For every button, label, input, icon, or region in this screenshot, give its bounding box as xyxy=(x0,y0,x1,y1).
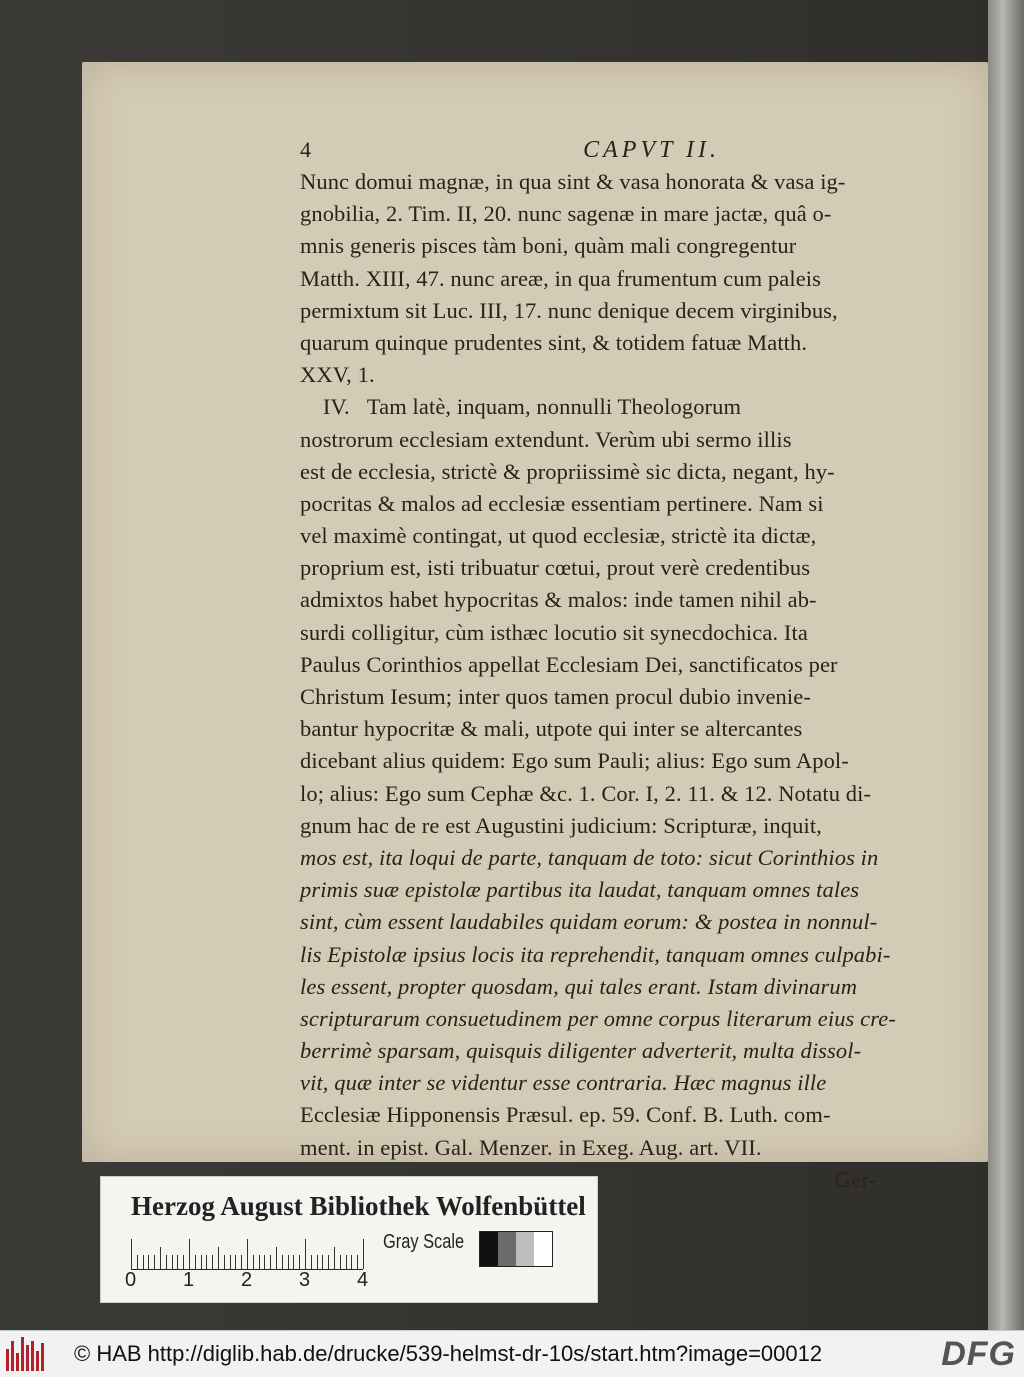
ruler-tick xyxy=(183,1255,184,1269)
text-line: mos est, ita loqui de parte, tanquam de toto: sicut Corinthios in xyxy=(300,844,879,870)
ruler-tick xyxy=(322,1255,323,1269)
hab-logo-bar xyxy=(11,1341,14,1371)
page-number: 4 xyxy=(300,137,312,162)
ruler-tick xyxy=(317,1255,318,1269)
hab-logo-bar xyxy=(16,1353,19,1371)
ruler-tick xyxy=(195,1255,196,1269)
ruler-tick xyxy=(154,1255,155,1269)
ruler-tick xyxy=(282,1255,283,1269)
ruler-tick xyxy=(357,1255,358,1269)
ruler-tick xyxy=(224,1255,225,1269)
text-line: XXV, 1. xyxy=(300,362,375,388)
ruler-number: 4 xyxy=(357,1269,369,1291)
ruler-tick xyxy=(131,1239,132,1269)
ruler-tick xyxy=(160,1247,161,1269)
hab-logo-bar xyxy=(26,1345,29,1371)
text-line: scripturarum consuetudinem per omne corpus literarum eius cre- xyxy=(300,1005,896,1031)
hab-logo-bar xyxy=(41,1343,44,1371)
ruler xyxy=(131,1239,363,1270)
ruler-tick xyxy=(166,1255,167,1269)
text-line: sint, cùm essent laudabiles quidam eorum: & postea in nonnul- xyxy=(300,909,878,935)
text-line: Nunc domui magnæ, in qua sint & vasa honorata & vasa ig- xyxy=(300,169,846,194)
text-line: surdi colligitur, cùm isthæc locutio sit synecdochica. Ita xyxy=(300,619,808,645)
copyright-url[interactable]: © HAB http://diglib.hab.de/drucke/539-helmst-dr-10s/start.htm?image=00012 xyxy=(74,1341,823,1366)
ruler-tick xyxy=(311,1255,312,1269)
text-line: dicebant alius quidem: Ego sum Pauli; alius: Ego sum Apol- xyxy=(300,748,849,774)
gray-swatch xyxy=(498,1232,516,1266)
gray-scale-swatches xyxy=(479,1231,553,1267)
page-header xyxy=(300,134,720,166)
ruler-tick xyxy=(351,1255,352,1269)
ruler-number: 0 xyxy=(125,1269,137,1291)
ruler-tick xyxy=(230,1255,231,1269)
text-line: permixtum sit Luc. III, 17. nunc denique decem virginibus, xyxy=(300,297,838,323)
text-line: lo; alius: Ego sum Cephæ &c. 1. Cor. I, 2. 11. & 12. Notatu di- xyxy=(300,780,872,806)
ruler-tick xyxy=(235,1255,236,1269)
text-line: Christum Iesum; inter quos tamen procul dubio invenie- xyxy=(300,684,811,709)
hab-logo-bar xyxy=(36,1351,39,1371)
text-line: berrimè sparsam, quisquis diligenter adverterit, multa dissol- xyxy=(300,1038,862,1064)
text-lines xyxy=(300,166,906,1164)
text-line: lis Epistolæ ipsius locis ita reprehendit, tanquam omnes culpabi- xyxy=(300,941,891,967)
ruler-tick xyxy=(363,1239,364,1269)
ruler-tick xyxy=(253,1255,254,1269)
ruler-number: 2 xyxy=(241,1269,253,1291)
text-line: est de ecclesia, strictè & propriissimè sic dicta, negant, hy- xyxy=(300,458,835,484)
page-text-block xyxy=(300,134,906,1196)
gray-swatch xyxy=(516,1232,534,1266)
hab-logo-bar xyxy=(21,1337,24,1371)
ruler-number: 1 xyxy=(183,1269,195,1291)
ruler-tick xyxy=(328,1255,329,1269)
scan-edge-strip xyxy=(988,0,1024,1330)
gray-swatch xyxy=(534,1232,552,1266)
text-line: Paulus Corinthios appellat Ecclesiam Dei, sanctificatos per xyxy=(300,651,838,677)
ruler-tick xyxy=(346,1255,347,1269)
ruler-tick xyxy=(212,1255,213,1269)
dfg-logo: DFG xyxy=(941,1335,1016,1373)
ruler-tick xyxy=(148,1255,149,1269)
footer-bar xyxy=(0,1330,1024,1377)
text-line: primis suæ epistolæ partibus ita laudat, tanquam omnes tales xyxy=(300,877,860,903)
ruler-tick xyxy=(177,1255,178,1269)
hab-logo-icon xyxy=(6,1337,46,1371)
ruler-tick xyxy=(206,1255,207,1269)
text-line: proprium est, isti tribuatur cœtui, prout verè credentibus xyxy=(300,555,811,581)
ruler-tick xyxy=(259,1255,260,1269)
gray-swatch xyxy=(480,1232,498,1266)
ruler-tick xyxy=(201,1255,202,1269)
hab-color-label xyxy=(100,1176,598,1303)
text-line: vel maximè contingat, ut quod ecclesiæ, strictè ita dictæ, xyxy=(300,523,817,549)
ruler-tick xyxy=(218,1247,219,1269)
hab-logo-bar xyxy=(6,1349,9,1371)
hab-logo-bar xyxy=(31,1341,34,1371)
catchword: Ger- xyxy=(834,1166,876,1192)
ruler-tick xyxy=(340,1255,341,1269)
text-line: les essent, propter quosdam, qui tales erant. Istam divinarum xyxy=(300,973,858,999)
ruler-tick xyxy=(288,1255,289,1269)
ruler-tick xyxy=(299,1255,300,1269)
ruler-tick xyxy=(172,1255,173,1269)
ruler-number: 3 xyxy=(299,1269,311,1291)
ruler-tick xyxy=(247,1239,248,1269)
ruler-tick xyxy=(276,1247,277,1269)
hab-label-title: Herzog August Bibliothek Wolfenbüttel xyxy=(131,1191,586,1221)
ruler-tick xyxy=(264,1255,265,1269)
text-line: ment. in epist. Gal. Menzer. in Exeg. Aug. art. VII. xyxy=(300,1134,762,1160)
ruler-tick xyxy=(293,1255,294,1269)
gray-scale-label: Gray Scale xyxy=(383,1231,465,1253)
text-line: bantur hypocritæ & mali, utpote qui inter se altercantes xyxy=(300,716,803,742)
text-line: mnis generis pisces tàm boni, quàm mali congregentur xyxy=(300,233,797,259)
text-line: Matth. XIII, 47. nunc areæ, in qua frumentum cum paleis xyxy=(300,265,821,291)
text-line: nostrorum ecclesiam extendunt. Verùm ubi sermo illis xyxy=(300,426,792,452)
text-line: pocritas & malos ad ecclesiæ essentiam pertinere. Nam si xyxy=(300,490,824,516)
text-line: vit, quæ inter se videntur esse contraria. Hæc magnus ille xyxy=(300,1070,827,1096)
text-line: Ecclesiæ Hipponensis Præsul. ep. 59. Conf. B. Luth. com- xyxy=(300,1102,831,1128)
ruler-tick xyxy=(143,1255,144,1269)
text-line: gnobilia, 2. Tim. II, 20. nunc sagenæ in mare jactæ, quâ o- xyxy=(300,201,832,227)
ruler-tick xyxy=(334,1247,335,1269)
running-head: CAPVT II. xyxy=(583,137,720,163)
ruler-tick xyxy=(270,1255,271,1269)
ruler-tick xyxy=(241,1255,242,1269)
ruler-tick xyxy=(189,1239,190,1269)
text-line: gnum hac de re est Augustini judicium: Scripturæ, inquit, xyxy=(300,812,822,838)
ruler-tick xyxy=(305,1239,306,1269)
text-line: quarum quinque prudentes sint, & totidem fatuæ Matth. xyxy=(300,329,808,355)
ruler-tick xyxy=(137,1255,138,1269)
text-line: admixtos habet hypocritas & malos: inde tamen nihil ab- xyxy=(300,587,817,613)
text-line: IV. Tam latè, inquam, nonnulli Theologorum xyxy=(300,394,742,420)
